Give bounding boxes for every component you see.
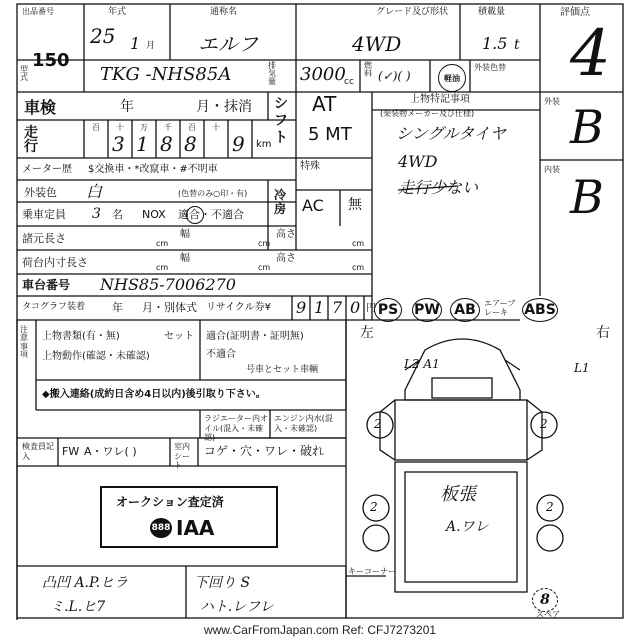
mileage-digit-1: 1 xyxy=(136,132,149,156)
grade-value: 4WD xyxy=(352,32,402,56)
fw-note: A・ワレ( ) xyxy=(84,445,137,458)
type-value: TKG -NHS85A xyxy=(100,64,232,85)
goods-label: 上物書類(有・無) xyxy=(42,331,120,342)
mileage-unit: km xyxy=(256,139,272,150)
year-label: 年式 xyxy=(108,7,127,17)
length-label: 諸元長さ xyxy=(22,232,66,245)
fuel-diesel: 軽油 xyxy=(444,73,460,83)
fw-label: FW xyxy=(62,445,80,458)
exterior-tag: 外装 xyxy=(544,97,560,106)
shaken-year: 年 xyxy=(120,99,134,115)
stamp-logo-mark: 888 xyxy=(151,523,171,533)
equip-ps: PS xyxy=(377,302,399,318)
wheel-mark-fl: 2 xyxy=(374,417,382,431)
bottom-left-note-1: ミ.L.ヒ7 xyxy=(50,599,106,615)
bottom-right-note-1: ハト.レフレ xyxy=(200,599,274,615)
wheel-mark-rl: 2 xyxy=(370,500,378,514)
chassis-value: NHS85-7006270 xyxy=(100,275,236,294)
cargo-height-label: 高さ xyxy=(276,253,296,264)
bottom-right-note-0: 下回り S xyxy=(194,575,251,591)
passengers-unit: 名 xyxy=(112,208,123,221)
passengers-value: 3 xyxy=(92,206,101,222)
wheel-mark-rr: 2 xyxy=(546,500,554,514)
length-unit: cm xyxy=(156,239,169,248)
tachograph-year: 年 xyxy=(112,301,123,314)
model-label: 通称名 xyxy=(210,7,238,17)
passengers-label: 乗車定員 xyxy=(22,208,66,221)
recycle-digit-2: 7 xyxy=(332,298,343,317)
score-value: 4 xyxy=(570,17,611,91)
diagram-top-left-note: L2 A1 xyxy=(404,357,440,371)
cargo-width-label: 幅 xyxy=(180,253,190,264)
shaken-month: 月・抹消 xyxy=(196,99,252,115)
shift-mt: 5 MT xyxy=(308,124,352,145)
shift-label: シフト xyxy=(274,96,288,146)
digit-head-2: 万 xyxy=(140,123,148,132)
operation-label: 上物動作(確認・未確認) xyxy=(42,351,150,362)
equip-air-brake: エアーブレーキ xyxy=(484,299,516,317)
remark-line-0: シングルタイヤ xyxy=(396,124,506,143)
ac-none: 無 xyxy=(348,197,362,213)
cargo-width-unit: cm xyxy=(258,263,271,272)
height-label: 高さ xyxy=(276,229,296,240)
plate-label: 号車とセット車輌 xyxy=(246,365,319,375)
cargo-height-unit: cm xyxy=(352,263,365,272)
equip-pw-ring xyxy=(412,298,442,322)
height-unit: cm xyxy=(352,239,365,248)
score-label: 評価点 xyxy=(560,7,590,18)
digit-head-5: 十 xyxy=(212,123,220,132)
exterior-grade: B xyxy=(570,100,604,154)
spare-ring xyxy=(532,588,558,612)
diagram-left-label: 左 xyxy=(360,325,374,341)
remarks-title: 上物特記事項 xyxy=(410,94,470,105)
watermark: www.CarFromJapan.com Ref: CFJ7273201 xyxy=(0,620,640,640)
recycle-digit-3: 0 xyxy=(350,298,361,317)
remarks-subtitle: (架装物メーカー及び仕様) xyxy=(380,109,475,118)
fuel-diesel-ring xyxy=(438,64,466,92)
cargo-length-unit: cm xyxy=(156,263,169,272)
digit-head-1: 十 xyxy=(116,123,124,132)
year-value: 25 xyxy=(90,24,116,48)
displacement-label: 排気量 xyxy=(268,61,276,86)
width-unit: cm xyxy=(258,239,271,248)
mileage-digit-2: 8 xyxy=(160,132,173,156)
inspector-label: 検査員記入 xyxy=(22,442,54,461)
incompat-label: 不適合 xyxy=(206,349,236,360)
interior-tag: 内装 xyxy=(544,165,560,174)
equip-ab: AB xyxy=(454,302,476,318)
grade-label: グレード及び形状 xyxy=(376,7,449,17)
recycle-digit-1: 1 xyxy=(314,298,325,317)
equip-abs-ring xyxy=(522,298,558,322)
mileage-label: 走行 xyxy=(24,125,38,155)
upper-side-label: 注意事項 xyxy=(20,325,28,360)
compat-label: 適合(証明書・証明無) xyxy=(206,331,304,342)
lot-number: 150 xyxy=(32,50,70,71)
fuel-label: 燃料 xyxy=(364,61,372,78)
remark-line-1: 4WD xyxy=(398,152,438,171)
set-label: セット xyxy=(164,331,194,342)
diagram-top-right-note: L1 xyxy=(574,361,590,375)
digit-head-0: 百 xyxy=(92,123,100,132)
width-label: 幅 xyxy=(180,229,190,240)
wheel-mark-fr: 2 xyxy=(540,417,548,431)
model-name: エルフ xyxy=(198,32,258,56)
type-label: 型式 xyxy=(20,65,28,82)
interior-sheet-note: コゲ・穴・ワレ・破れ xyxy=(204,444,325,458)
recycle-digit-0: 9 xyxy=(296,298,307,317)
remark-line-2: 走行少ない xyxy=(398,178,479,197)
interior-grade: B xyxy=(570,170,604,224)
meter-options: $交換車・*改竄車・#不明車 xyxy=(88,164,218,175)
nox-options: 適合・不適合 xyxy=(178,208,244,221)
engine-label: エンジン内水(混入・未確認) xyxy=(274,414,333,433)
mileage-digit-0: 3 xyxy=(112,132,125,156)
ac-value: AC xyxy=(302,196,324,215)
exterior-value: 白 xyxy=(86,182,103,201)
chassis-label: 車台番号 xyxy=(22,278,71,292)
equip-ps-ring xyxy=(374,298,402,322)
spare-value: 8 xyxy=(540,592,550,608)
radiator-label: ラジエーター内オイル(混入・未確認) xyxy=(204,414,268,443)
digit-head-3: 千 xyxy=(164,123,172,132)
color-change: (色替のみ○印・有) xyxy=(178,189,248,198)
tachograph-month: 月・別体式 xyxy=(142,301,197,314)
mileage-digit-3: 8 xyxy=(184,132,197,156)
capacity-label: 積載量 xyxy=(478,7,506,17)
diagram-corner-note: キーコーナー xyxy=(348,567,396,576)
nox-label: NOX xyxy=(142,208,166,221)
capacity-unit: t xyxy=(514,37,520,53)
meter-label: メーター歴 xyxy=(22,164,72,175)
notice-text: ◆搬入連絡(成約日含め4日以内)後引取り下さい。 xyxy=(42,389,266,400)
exterior-label: 外装色 xyxy=(24,186,57,199)
stamp-text: オークション査定済 xyxy=(116,495,224,509)
special-label: 特殊 xyxy=(300,161,320,172)
nox-selected-ring xyxy=(186,206,204,224)
tachograph-label: タコグラフ装着 xyxy=(22,302,86,312)
ac-label: 冷房 xyxy=(274,188,287,217)
stamp-logo xyxy=(150,518,172,538)
equip-pw: PW xyxy=(414,302,440,318)
digit-head-4: 百 xyxy=(188,123,196,132)
capacity-value: 1.5 xyxy=(482,34,508,53)
cargo-note-top: 板張 xyxy=(440,484,476,505)
mileage-digit-4: 9 xyxy=(232,132,245,156)
recycle-label: リサイクル券¥ xyxy=(206,302,271,313)
outer-color-label: 外装色替 xyxy=(474,63,506,72)
displacement-unit: cc xyxy=(344,77,354,87)
stamp-brand: IAA xyxy=(176,516,215,540)
cargo-label: 荷台内寸長さ xyxy=(22,256,88,269)
equip-abs: ABS xyxy=(524,302,556,318)
recycle-unit: 円 xyxy=(366,303,376,314)
truck-diagram xyxy=(363,339,563,592)
shaken-label: 車検 xyxy=(24,98,57,117)
cargo-note-bottom: A.ワレ xyxy=(446,519,489,535)
shift-at: AT xyxy=(312,92,337,116)
lot-label: 出品番号 xyxy=(22,7,54,16)
month-suffix: 月 xyxy=(146,41,156,51)
fuel-marks: (✓)( ) xyxy=(378,69,411,83)
spare-label: スペア xyxy=(536,610,560,619)
interior-sheet-label: 室内シート xyxy=(174,442,190,471)
diagram-right-label: 右 xyxy=(596,325,610,341)
equip-ab-ring xyxy=(450,298,480,322)
month-value: 1 xyxy=(130,34,141,53)
auction-stamp xyxy=(100,486,278,548)
displacement-value: 3000 xyxy=(300,64,346,85)
bottom-left-note-0: 凸凹 A.P.ヒラ xyxy=(42,575,129,591)
